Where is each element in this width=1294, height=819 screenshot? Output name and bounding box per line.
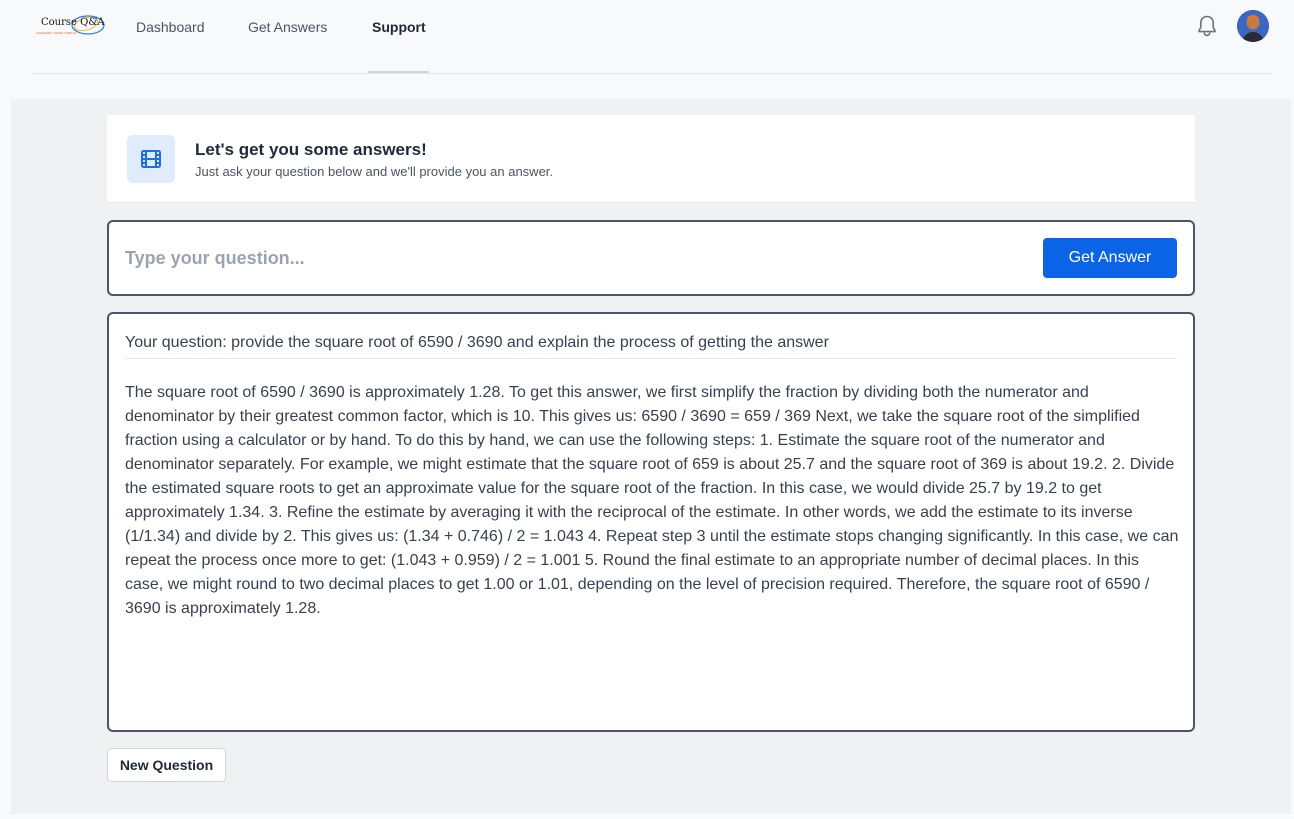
answer-text: The square root of 6590 / 3690 is approximately 1.28. To get this answer, we first simplify the fraction by dividing both the numerator and denominator by their greatest common factor, which is 10. This gives us: 6590 / 3690 = 659 / 369 Next, we take the square root of the simplified fraction using a calculator or by hand. To do this by hand, we can use the following steps: 1. Estimate the square root of the numerator and denominator separately. For example, we might estimate that the square root of 659 is about 25.7 and the square root of 369 is about 19.2. 2. Divide the estimated square roots to get an approximate value for the square root of the fraction. In this case, we would divide 25.7 by 19.2 to get approximately 1.34. 3. Refine the estimate by averaging it with the reciprocal of the estimate. In other words, we add the estimate to its inverse (1/1.34) and divide by 2. This gives us: (1.34 + 0.746) / 2 = 1.043 4. Repeat step 3 until the estimate stops changing significantly. In this case, we can repeat the process once more to get: (1.043 + 0.959) / 2 = 1.001 5. Round the final estimate to an appropriate number of decimal places. In this case, we might round to two decimal places to get 1.00 or 1.01, depending on the level of precision required. Therefore, the square root of 6590 / 3690 is approximately 1.28.	[125, 384, 1179, 617]
hero-title: Let's get you some answers!	[195, 140, 427, 159]
question-input[interactable]	[125, 242, 1025, 274]
nav-support[interactable]: Support	[372, 19, 426, 35]
header-divider	[32, 73, 1272, 74]
hero-card	[107, 115, 1195, 203]
top-navigation-bar	[0, 0, 1294, 74]
get-answer-button[interactable]: Get Answer	[1043, 238, 1177, 278]
bell-icon[interactable]	[1196, 14, 1218, 38]
hero-subtitle: Just ask your question below and we'll provide you an answer.	[195, 164, 554, 179]
asked-question: Your question: provide the square root of 6590 / 3690 and explain the process of getting the answer	[125, 334, 1177, 359]
answer-panel	[107, 312, 1195, 732]
user-avatar[interactable]	[1237, 10, 1269, 42]
logo-text: Course Q&A	[41, 17, 105, 28]
logo-tagline: LEARNING MADE SIMPLE	[36, 31, 77, 35]
film-icon	[127, 135, 175, 183]
course-qa-logo[interactable]	[36, 12, 108, 40]
new-question-button[interactable]: New Question	[107, 748, 226, 782]
question-form	[107, 220, 1195, 296]
nav-get-answers[interactable]: Get Answers	[248, 19, 328, 35]
nav-dashboard[interactable]: Dashboard	[136, 19, 205, 35]
